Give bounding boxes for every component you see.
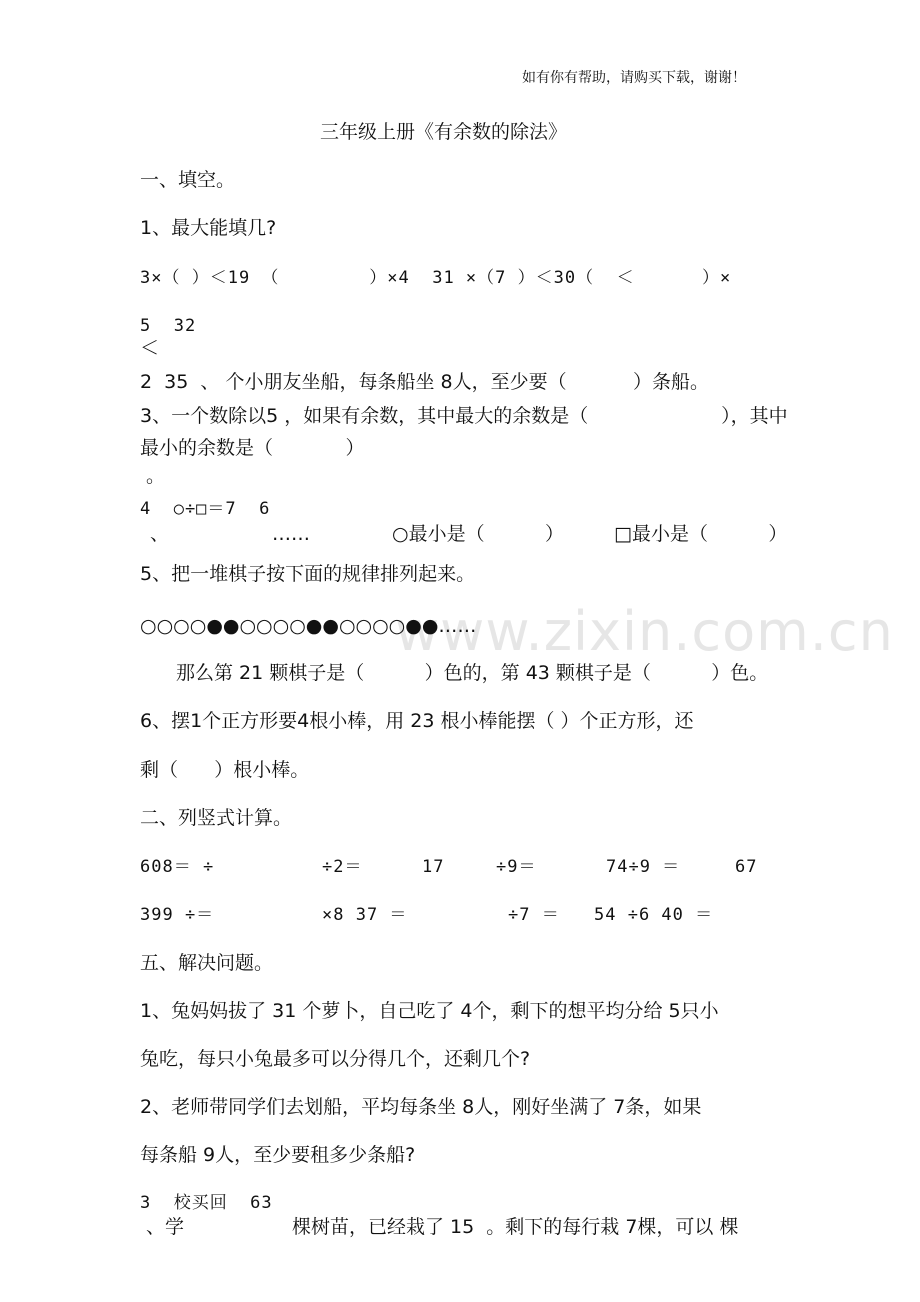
p3-line2-a: 、学	[146, 1216, 185, 1238]
p1-line1: 1、兔妈妈拔了 31 个萝卜，自己吃了 4个，剩下的想平均分给 5只小	[140, 1000, 719, 1022]
section1-heading: 一、填空。	[140, 169, 236, 191]
q4-line2-a: 、	[150, 523, 170, 545]
q5-label: 5、把一堆棋子按下面的规律排列起来。	[140, 563, 476, 585]
q1-label: 1、最大能填几?	[140, 217, 277, 239]
calc-r1-c3: 17	[422, 857, 445, 877]
q6-line2: 剩（ ）根小棒。	[140, 759, 310, 781]
calc-r1-c1: 608＝ ÷	[140, 857, 215, 877]
q1-line3: ＜	[140, 337, 160, 359]
watermark: www.zixin.com.cn	[395, 600, 894, 663]
p2-line1: 2、老师带同学们去划船，平均每条坐 8人，刚好坐满了 7条，如果	[140, 1096, 702, 1118]
header-note: 如有你有帮助，请购买下载，谢谢！	[522, 70, 746, 86]
q3-line1: 3、一个数除以5 ，如果有余数，其中最大的余数是（ ），其中	[140, 405, 788, 427]
q1-line2: 5 32	[140, 316, 197, 336]
calc-r2-c1: 399 ÷＝	[140, 905, 215, 925]
calc-r1-c6: 67	[735, 857, 758, 877]
calc-r2-c3: ÷7 ＝	[508, 905, 560, 925]
q4-line2-c: ○最小是（ ）	[392, 523, 564, 545]
calc-r2-c2: ×8 37 ＝	[322, 905, 408, 925]
calc-r1-c5: 74÷9 ＝	[606, 857, 681, 877]
section2-heading: 二、列竖式计算。	[140, 807, 293, 829]
q1-line1: 3×（ ）＜19 （ ）×4 31 ×（7 ）＜30（ ＜ ）×	[140, 268, 732, 288]
page-title: 三年级上册《有余数的除法》	[320, 121, 568, 143]
section5-heading: 五、解决问题。	[140, 952, 274, 974]
q4-line2-d: □最小是（ ）	[614, 523, 788, 545]
calc-r1-c2: ÷2＝	[322, 857, 363, 877]
calc-r2-c4: 54 ÷6 40 ＝	[594, 905, 714, 925]
q5-question: 那么第 21 颗棋子是（ ）色的，第 43 颗棋子是（ ）色。	[176, 662, 769, 684]
q6-line1: 6、摆1个正方形要4根小棒，用 23 根小棒能摆（ ）个正方形，还	[140, 710, 694, 732]
p2-line2: 每条船 9人，至少要租多少条船?	[140, 1144, 416, 1166]
q2-text: 2 35 、 个小朋友坐船，每条船坐 8人，至少要（ ）条船。	[140, 371, 710, 393]
p1-line2: 兔吃，每只小兔最多可以分得几个，还剩几个?	[140, 1048, 531, 1070]
q4-line2-b: ……	[272, 523, 310, 545]
q5-pattern: ○○○○●●○○○○●●○○○○●●……	[140, 615, 477, 637]
q4-line1: 4 ○÷□＝7 6	[140, 499, 271, 519]
q3-line2: 最小的余数是（ ）	[140, 437, 365, 459]
q3-line3: 。	[146, 465, 166, 487]
p3-line2-b: 棵树苗，已经栽了 15 。剩下的每行栽 7棵，可以 棵	[292, 1216, 739, 1238]
p3-line1: 3 校买回 63	[140, 1193, 273, 1213]
calc-r1-c4: ÷9＝	[496, 857, 537, 877]
